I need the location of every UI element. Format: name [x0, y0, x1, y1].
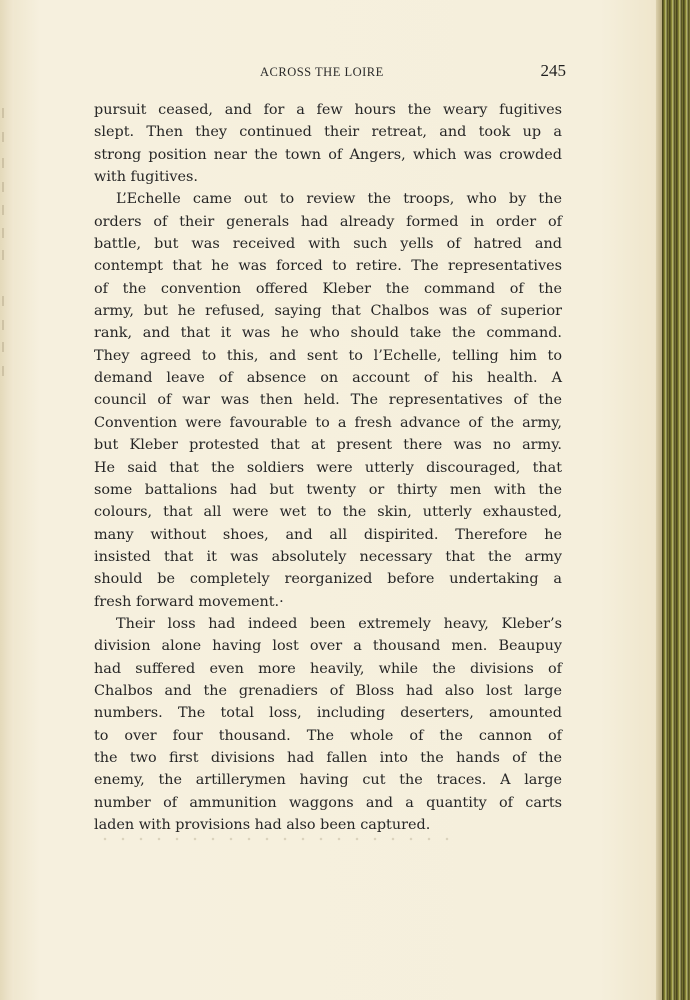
- text-line: council of war was then held. The representatives of the: [94, 392, 562, 409]
- text-line: L’Echelle came out to review the troops, who by the: [116, 191, 562, 208]
- text-line: They agreed to this, and sent to l’Echelle, telling him to: [94, 347, 562, 364]
- text-line: contempt that he was forced to retire. The representatives: [94, 258, 562, 275]
- print-speckle: [96, 836, 456, 842]
- text-line: the two first divisions had fallen into the hands of the: [94, 749, 562, 766]
- text-line: with fugitives.: [94, 169, 198, 186]
- text-line: orders of their generals had already formed in order of: [94, 213, 562, 230]
- text-line: laden with provisions had also been captured.: [94, 817, 431, 833]
- bleed-mark: [2, 250, 12, 260]
- text-line: demand leave of absence on account of his health. A: [94, 370, 562, 387]
- bleed-mark: [2, 342, 12, 352]
- bleed-mark: [2, 205, 12, 215]
- bleed-mark: [2, 158, 12, 168]
- facing-page-bleed: [0, 0, 14, 1000]
- text-line: division alone having lost over a thousand men. Beaupuy: [94, 638, 562, 655]
- text-line: enemy, the artillerymen having cut the traces. A large: [94, 772, 562, 789]
- text-line: slept. Then they continued their retreat, and took up a: [94, 124, 562, 141]
- text-line: but Kleber protested that at present there was no army.: [94, 437, 562, 454]
- bleed-mark: [2, 132, 12, 142]
- text-line: He said that the soldiers were utterly discouraged, that: [94, 459, 562, 476]
- bleed-mark: [2, 182, 12, 192]
- bleed-mark: [2, 320, 12, 330]
- text-line: strong position near the town of Angers, which was crowded: [94, 146, 562, 163]
- bleed-mark: [2, 228, 12, 238]
- page-number: 245: [540, 61, 566, 80]
- text-line: some battalions had but twenty or thirty men with the: [94, 481, 562, 498]
- text-line: numbers. The total loss, including deserters, amounted: [94, 705, 562, 722]
- bleed-mark: [2, 296, 12, 306]
- text-line: many without shoes, and all dispirited. Therefore he: [94, 526, 562, 543]
- bleed-mark: [2, 108, 12, 118]
- running-head: ACROSS THE LOIRE: [260, 65, 384, 79]
- text-line: rank, and that it was he who should take the command.: [94, 325, 562, 342]
- text-line: to over four thousand. The whole of the cannon of: [94, 727, 562, 744]
- text-line: Chalbos and the grenadiers of Bloss had also lost large: [94, 682, 562, 699]
- text-line: insisted that it was absolutely necessary that the army: [94, 548, 562, 565]
- text-line: colours, that all were wet to the skin, utterly exhausted,: [94, 504, 562, 521]
- text-line: pursuit ceased, and for a few hours the weary fugitives: [94, 102, 562, 118]
- text-line: battle, but was received with such yells of hatred and: [94, 236, 562, 253]
- text-line: Convention were favourable to a fresh advance of the army,: [94, 414, 562, 431]
- text-line: of the convention offered Kleber the command of the: [94, 280, 562, 297]
- text-line: number of ammunition waggons and a quantity of carts: [94, 794, 562, 811]
- text-line: fresh forward movement.·: [94, 593, 284, 610]
- bleed-mark: [2, 366, 12, 376]
- text-line: had suffered even more heavily, while the divisions of: [94, 660, 562, 677]
- text-line: army, but he refused, saying that Chalbos was of superior: [94, 303, 562, 320]
- body-text: [94, 99, 562, 836]
- text-line: should be completely reorganized before undertaking a: [94, 571, 562, 588]
- book-binding-edge: [662, 0, 690, 1000]
- text-line: Their loss had indeed been extremely heavy, Kleber’s: [116, 615, 562, 632]
